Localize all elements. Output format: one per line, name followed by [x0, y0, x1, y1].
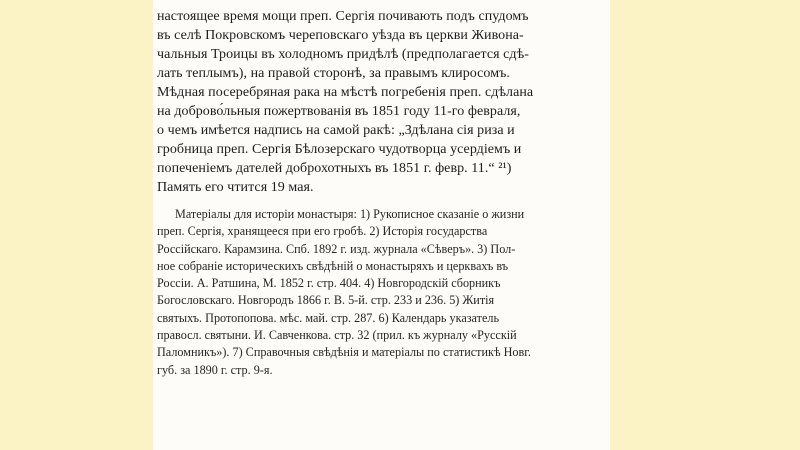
references-note	[157, 206, 610, 379]
text-line: Мѣдная посеребряная рака на мѣстѣ погребенія преп. сдѣлана	[157, 85, 534, 100]
note-line: святыхъ. Протопопова. мѣс. май. стр. 287. 6) Календарь указатель	[157, 310, 500, 325]
note-line: Матеріалы для исторіи монастыря: 1) Рукописное сказаніе о жизни	[175, 207, 525, 221]
note-line: правосл. святыни. И. Савченкова. стр. 32 (прил. къ журналу «Русскій	[157, 328, 517, 343]
text-line: на доброво́льныя пожертвованія въ 1851 году 11-го февраля,	[157, 104, 521, 119]
note-line: губ. за 1890 г. стр. 9-я.	[157, 362, 273, 377]
note-line: Россійскаго. Карамзина. Спб. 1892 г. изд. журнала «Сѣверъ». 3) Пол-	[157, 241, 516, 256]
note-line: Богословскаго. Новгородъ 1866 г. В. 5-й. стр. 233 и 236. 5) Житія	[157, 293, 495, 308]
text-line: настоящее время мощи преп. Сергія почивають подъ спудомъ	[157, 9, 529, 24]
text-line: въ селѣ Покровскомъ череповскаго уѣзда въ церкви Живона-	[157, 28, 524, 43]
text-line: чальныя Троицы въ холодномъ придѣлѣ (предполагается сдѣ-	[157, 47, 529, 62]
text-line: попеченіемъ дателей доброхотныхъ въ 1851 г. февр. 11.“ ²¹)	[157, 161, 512, 176]
note-line: ное собраніе историческихъ свѣдѣній о монастыряхъ и церквахъ въ	[157, 258, 509, 273]
note-line: Россіи. А. Ратшина, М. 1852 г. стр. 404. 4) Новгородскій сборникъ	[157, 276, 501, 291]
note-line: Паломникъ»). 7) Справочныя свѣдѣнія и матеріалы по статистикѣ Новг.	[157, 345, 531, 360]
text-line: о чемъ имѣется надпись на самой ракѣ: „Здѣлана сія риза и	[157, 123, 515, 138]
note-line: преп. Сергія, хранящееся при его гробѣ. 2) Исторія государства	[157, 224, 488, 239]
body-text	[157, 7, 610, 197]
text-line: Память его чтится 19 мая.	[157, 180, 314, 195]
scanned-page	[153, 0, 610, 450]
text-line: гробница преп. Сергія Бѣлозерскаго чудотворца усердіемъ и	[157, 142, 522, 157]
text-line: лать теплымъ), на правой сторонѣ, за правымъ клиросомъ.	[157, 66, 510, 81]
